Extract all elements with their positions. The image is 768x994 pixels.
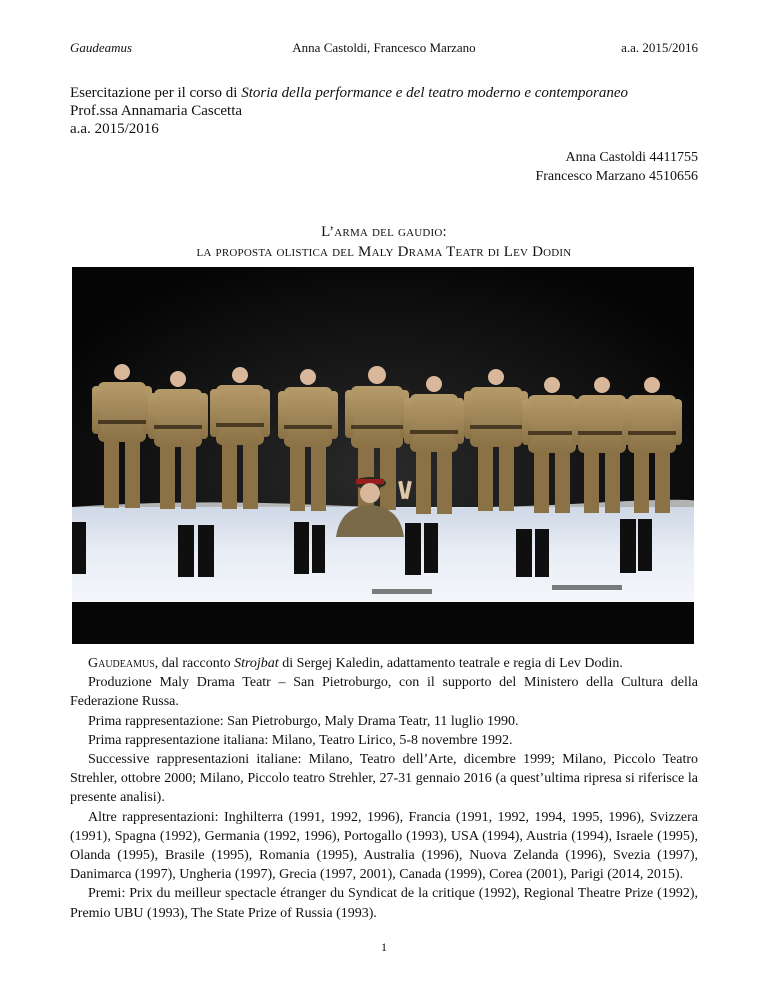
course-title: Storia della performance e del teatro moderno e contemporaneo — [241, 85, 629, 101]
page-number: 1 — [381, 940, 387, 954]
title-line-1: L’arma del gaudio: — [321, 224, 447, 240]
paragraph-awards: Premi: Prix du meilleur spectacle étranger du Syndicat de la critique (1992), Regional Theatre Prize (1992), Premio UBU (1993), The State Prize of Russia (1993). — [70, 886, 698, 921]
academic-year: a.a. 2015/2016 — [70, 121, 159, 137]
body-text — [70, 654, 698, 923]
course-line — [70, 84, 628, 102]
header-left: Gaudeamus — [70, 40, 133, 55]
author-2: Francesco Marzano 4510656 — [535, 169, 698, 184]
paragraph-production: Produzione Maly Drama Teatr – San Pietroburgo, con il supporto del Ministero della Cultura della Federazione Russa. — [70, 675, 698, 710]
header-right: a.a. 2015/2016 — [621, 40, 698, 55]
paragraph-other-performances: Altre rappresentazioni: Inghilterra (1991, 1992, 1996), Francia (1991, 1992, 1994, 1995, 1996), Svizzera (1991), Spagna (1992), Germania (1992, 1996), Portogallo (1993), USA (1994), Austria (1994), Israele (1995), Olanda (1995), Brasile (1995), Romania (1995), Australia (1996), Nuova Zelanda (1996), Svezia (1997), Danimarca (1997), Ungheria (1997), Grecia (1997, 2001), Canada (1999), Corea (2001), Parigi (2014, 2015). — [70, 809, 698, 883]
paragraph-italian-premiere: Prima rappresentazione italiana: Milano, Teatro Lirico, 5-8 novembre 1992. — [88, 732, 513, 748]
authors — [535, 148, 698, 186]
paragraph-production-title: Gaudeamus, dal racconto Strojbat di Sergej Kaledin, adattamento teatrale e regia di Lev Dodin. — [88, 656, 623, 671]
professor: Prof.ssa Annamaria Cascetta — [70, 103, 243, 119]
stage-photo-illustration — [72, 267, 694, 644]
author-1: Anna Castoldi 4411755 — [565, 150, 698, 165]
document-title — [0, 222, 768, 262]
stage-photo — [72, 267, 694, 644]
title-line-2: la proposta olistica del Maly Drama Teatr di Lev Dodin — [196, 244, 572, 260]
header-center: Anna Castoldi, Francesco Marzano — [292, 40, 476, 55]
paragraph-italian-performances: Successive rappresentazioni italiane: Milano, Teatro dell’Arte, dicembre 1999; Milano, Piccolo Teatro Strehler, ottobre 2000; Milano, Piccolo teatro Strehler, 27-31 gennaio 2016 (a quest’ultima ripresa si riferisce la presente analisi). — [70, 752, 698, 806]
course-info — [70, 84, 628, 138]
paragraph-premiere: Prima rappresentazione: San Pietroburgo, Maly Drama Teatr, 11 luglio 1990. — [88, 713, 519, 729]
course-prefix: Esercitazione per il corso di — [70, 85, 242, 101]
